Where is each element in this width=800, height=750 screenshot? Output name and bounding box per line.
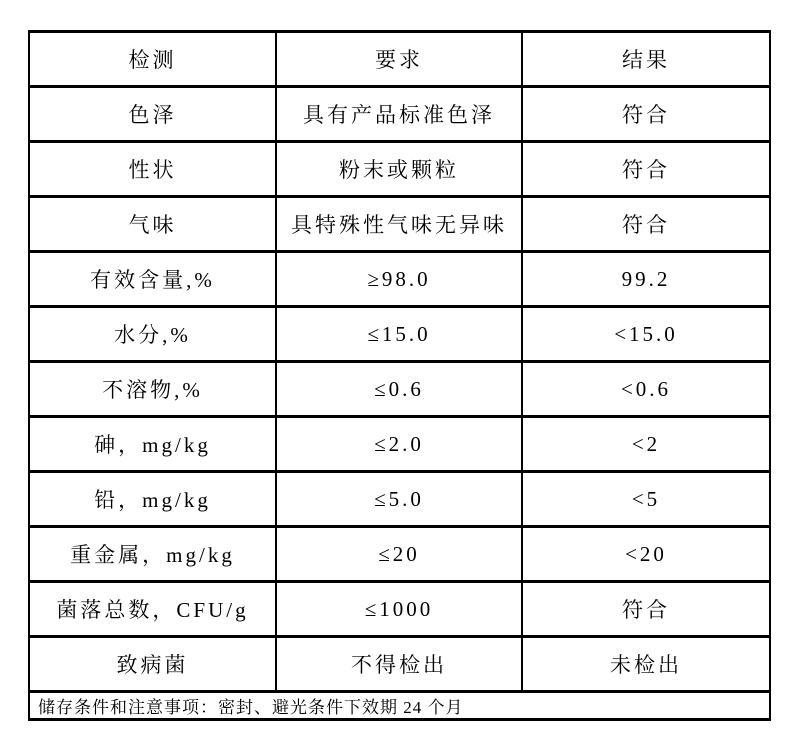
table-row xyxy=(29,527,770,582)
table-row xyxy=(29,472,770,527)
cell-test-item: 菌落总数，CFU/g xyxy=(29,582,276,637)
cell-result: <20 xyxy=(522,527,770,582)
inspection-table xyxy=(28,30,771,721)
cell-requirement: 具有产品标准色泽 xyxy=(276,87,522,142)
cell-result: 符合 xyxy=(522,197,770,252)
cell-test-item: 色泽 xyxy=(29,87,276,142)
table-row xyxy=(29,362,770,417)
cell-test-item: 不溶物,% xyxy=(29,362,276,417)
cell-test-item: 铅，mg/kg xyxy=(29,472,276,527)
column-header-result: 结果 xyxy=(522,32,770,87)
cell-requirement: ≤2.0 xyxy=(276,417,522,472)
footer-row xyxy=(29,692,770,720)
cell-result: 符合 xyxy=(522,582,770,637)
cell-requirement: ≤5.0 xyxy=(276,472,522,527)
cell-result: 符合 xyxy=(522,87,770,142)
table-row xyxy=(29,582,770,637)
cell-result: <0.6 xyxy=(522,362,770,417)
cell-result: 未检出 xyxy=(522,637,770,692)
storage-note: 储存条件和注意事项：密封、避光条件下效期 24 个月 xyxy=(29,692,770,720)
cell-result: 99.2 xyxy=(522,252,770,307)
cell-test-item: 致病菌 xyxy=(29,637,276,692)
cell-result: 符合 xyxy=(522,142,770,197)
cell-result: <5 xyxy=(522,472,770,527)
cell-requirement: ≤20 xyxy=(276,527,522,582)
cell-requirement: 不得检出 xyxy=(276,637,522,692)
header-row xyxy=(29,32,770,87)
table-row xyxy=(29,637,770,692)
cell-requirement: ≤1000 xyxy=(276,582,522,637)
table-row xyxy=(29,197,770,252)
cell-test-item: 性状 xyxy=(29,142,276,197)
cell-test-item: 有效含量,% xyxy=(29,252,276,307)
column-header-requirement: 要求 xyxy=(276,32,522,87)
cell-result: <15.0 xyxy=(522,307,770,362)
column-header-test: 检测 xyxy=(29,32,276,87)
table-row xyxy=(29,87,770,142)
cell-test-item: 砷，mg/kg xyxy=(29,417,276,472)
cell-result: <2 xyxy=(522,417,770,472)
cell-requirement: ≤0.6 xyxy=(276,362,522,417)
cell-test-item: 重金属，mg/kg xyxy=(29,527,276,582)
cell-requirement: ≤15.0 xyxy=(276,307,522,362)
cell-test-item: 气味 xyxy=(29,197,276,252)
cell-requirement: 具特殊性气味无异味 xyxy=(276,197,522,252)
table-row xyxy=(29,142,770,197)
cell-requirement: ≥98.0 xyxy=(276,252,522,307)
table-row xyxy=(29,307,770,362)
table-row xyxy=(29,252,770,307)
cell-requirement: 粉末或颗粒 xyxy=(276,142,522,197)
cell-test-item: 水分,% xyxy=(29,307,276,362)
table-row xyxy=(29,417,770,472)
